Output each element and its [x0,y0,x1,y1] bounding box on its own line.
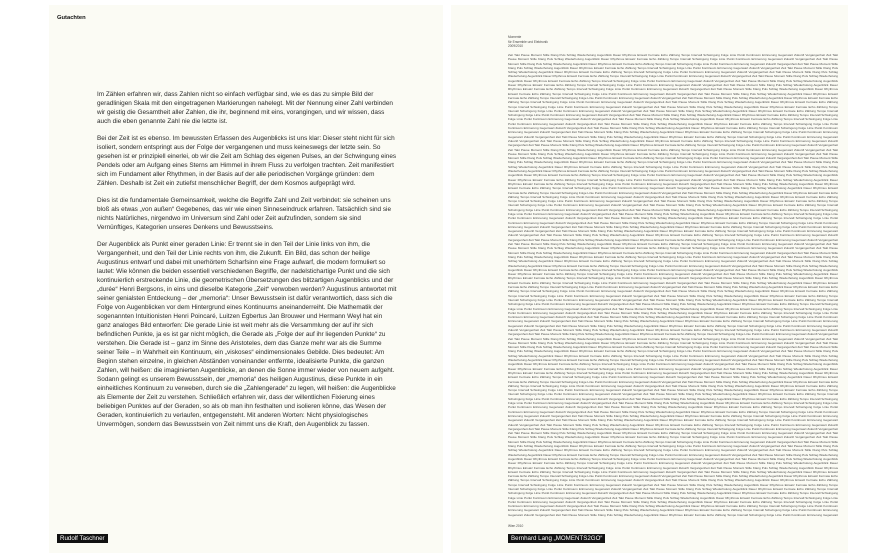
work-title-label: Bernhard Lang „MOMENTS2GO“ [508,534,605,543]
score-header [508,35,808,49]
essay-body [97,90,397,429]
dense-text-end: Wien 2010 [508,524,524,528]
dense-text-block [508,53,838,518]
score-header-line: für Ensemble und Elektronik [508,39,548,44]
left-page [49,5,443,553]
essay-paragraph: Im Zählen erfahren wir, dass Zahlen nicht so einfach verfügbar sind, wie es das zu simple Bild der geradlinigen Skala mit den eingetragenen Markierungen nahelegt. Mit der Nennung einer Zahl verbinden wir geistig die Gesamtheit aller Zahlen, die ihr, beginnend mit eins, vorangingen, und wir wissen, dass auch die eben genannte Zahl nie die letzte ist. [97,91,393,125]
right-page [451,5,848,553]
essay-paragraph: Bei der Zeit ist es ebenso. Im bewussten Erfassen des Augenblicks ist uns klar: Dieser steht nicht für sich isoliert, sondern entspringt aus der Folge der vergangenen und muss keineswegs der letzte sein. So gesehen ist er prinzipiell einerlei, ob wir die Zeit am Schlag des eigenen Pulses, an der Schwingung eines Pendels oder am Aufgang eines Sterns am Himmel in ihrem Fluss zu verfolgen trachten. Zeit manifestiert sich im Fundament aller Rhythmen, in der Basis auf der alle periodischen Vorgänge gründen: dem Zählen. Deshalb ist Zeit ein zutiefst menschlicher Begriff, der dem Kosmos aufgeprägt wird. [97,135,397,187]
section-title: Gutachten [57,15,86,21]
score-header-line: Momente [508,35,522,39]
score-header-line: 2009/2010 [508,44,524,48]
dense-text: Zeit Takt Pause Moment Stille Klang Puls Schlag Wiederholung Augenblick Dauer Rhythmus Einsatz Fermate Echo Zählung Tempo Intervall Schwingung Folge Linie Punkt Kontinuum Erinnerung Gegenwart Zukunft Vergangenheit Zeit Takt Pause Moment Stille Klang Puls Schlag Wiederholung Augenblick Dauer Rhythmus Einsatz Fermate Echo Zählung Tempo Intervall Schwingung Folge Linie Punkt Kontinuum Erinnerung Gegenwart Zukunft Vergangenheit Zeit Takt Pause Moment Stille Klang Puls Schlag Wiederholung Augenblick Dauer Rhythmus Einsatz Fermate Echo Zählung Tempo Intervall Schwingung Folge Linie Punkt Kontinuum Erinnerung Gegenwart Zukunft Vergangenheit Zeit Takt Pause Moment Stille Klang Puls Schlag Wiederholung Augenblick Dauer Rhythmus Einsatz Fermate Echo Zählung Tempo Intervall Schwingung Folge Linie Punkt Kontinuum Erinnerung Gegenwart Zukunft Vergangenheit Zeit Takt Pause Moment Stille Klang Puls Schlag Wiederholung Augenblick Dauer Rhythmus Einsatz Fermate Echo Zählung Tempo Intervall Schwingung Folge Linie Punkt Kontinuum Erinnerung Gegenwart Zukunft Vergangenheit Zeit Takt Pause Moment Stille Klang Puls Schlag Wiederholung Augenblick Dauer Rhythmus Einsatz Fermate Echo Zählung Tempo Intervall Schwingung Folge Linie Punkt Kontinuum Erinnerung Gegenwart Zukunft Vergangenheit Zeit Takt Pause Moment Stille Klang Puls Schlag Wiederholung Augenblick Dauer Rhythmus Einsatz Fermate Echo Zählung Tempo Intervall Schwingung Folge Linie Punkt Kontinuum Erinnerung Gegenwart Zukunft Vergangenheit Zeit Takt Pause Moment Stille Klang Puls Schlag Wiederholung Augenblick Dauer Rhythmus Einsatz Fermate Echo Zählung Tempo Intervall Schwingung Folge Linie Punkt Kontinuum Erinnerung Gegenwart Zukunft Vergangenheit Zeit Takt Pause Moment Stille Klang Puls Schlag Wiederholung Augenblick Dauer Rhythmus Einsatz Fermate Echo Zählung Tempo Intervall Schwingung Folge Linie Punkt Kontinuum Erinnerung Gegenwart Zukunft Vergangenheit Zeit Takt Pause Moment Stille Klang Puls Schlag Wiederholung Augenblick Dauer Rhythmus Einsatz Fermate Echo Zählung Tempo Intervall Schwingung Folge Linie Punkt Kontinuum Erinnerung Gegenwart Zukunft Vergangenheit Zeit Takt Pause Moment Stille Klang Puls Schlag Wiederholung Augenblick Dauer Rhythmus Einsatz Fermate Echo Zählung Tempo Intervall Schwingung Folge Linie Punkt Kontinuum Erinnerung Gegenwart Zukunft Vergangenheit Zeit Takt Pause Moment Stille Klang Puls Schlag Wiederholung Augenblick Dauer Rhythmus Einsatz Fermate Echo Zählung Tempo Intervall Schwingung Folge Linie Punkt Kontinuum Erinnerung Gegenwart Zukunft Vergangenheit Zeit Takt Pause Moment Stille Klang Puls Schlag Wiederholung Augenblick Dauer Rhythmus Einsatz Fermate Echo Zählung Tempo Intervall Schwingung Folge Linie Punkt Kontinuum Erinnerung Gegenwart Zukunft Vergangenheit Zeit Takt Pause Moment Stille Klang Puls Schlag Wiederholung Augenblick Dauer Rhythmus Einsatz Fermate Echo Zählung Tempo Intervall Schwingung Folge Linie Punkt Kontinuum Erinnerung Gegenwart Zukunft Vergangenheit Zeit Takt Pause Moment Stille Klang Puls Schlag Wiederholung Augenblick Dauer Rhythmus Einsatz Fermate Echo Zählung Tempo Intervall Schwingung Folge Linie Punkt Kontinuum Erinnerung Gegenwart Zukunft Vergangenheit Zeit Takt Pause Moment Stille Klang Puls Schlag Wiederholung Augenblick Dauer Rhythmus Einsatz Fermate Echo Zählung Tempo Intervall Schwingung Folge Linie Punkt Kontinuum Erinnerung Gegenwart Zukunft Vergangenheit Zeit Takt Pause Moment Stille Klang Puls Schlag Wiederholung Augenblick Dauer Rhythmus Einsatz Fermate Echo Zählung Tempo Intervall Schwingung Folge Linie Punkt Kontinuum Erinnerung Gegenwart Zukunft Vergangenheit Zeit Takt Pause Moment Stille Klang Puls Schlag Wiederholung Augenblick Dauer Rhythmus Einsatz Fermate Echo Zählung Tempo Intervall Schwingung Folge Linie Punkt Kontinuum Erinnerung Gegenwart Zukunft Vergangenheit Zeit Takt Pause Moment Stille Klang Puls Schlag Wiederholung Augenblick Dauer Rhythmus Einsatz Fermate Echo Zählung Tempo Intervall Schwingung Folge Linie Punkt Kontinuum Erinnerung Gegenwart Zukunft Vergangenheit Zeit Takt Pause Moment Stille Klang Puls Schlag Wiederholung Augenblick Dauer Rhythmus Einsatz Fermate Echo Zählung Tempo Intervall Schwingung Folge Linie Punkt Kontinuum Erinnerung Gegenwart Zukunft Vergangenheit Zeit Takt Pause Moment Stille Klang Puls Schlag Wiederholung Augenblick Dauer Rhythmus Einsatz Fermate Echo Zählung Tempo Intervall Schwingung Folge Linie Punkt Kontinuum Erinnerung Gegenwart Zukunft Vergangenheit Zeit Takt Pause Moment Stille Klang Puls Schlag Wiederholung Augenblick Dauer Rhythmus Einsatz Fermate Echo Zählung Tempo Intervall Schwingung Folge Linie Punkt Kontinuum Erinnerung Gegenwart Zukunft Vergangenheit Zeit Takt Pause Moment Stille Klang Puls Schlag Wiederholung Augenblick Dauer Rhythmus Einsatz Fermate Echo Zählung Tempo Intervall Schwingung Folge Linie Punkt Kontinuum Erinnerung Gegenwart Zukunft Vergangenheit Zeit Takt Pause Moment Stille Klang Puls Schlag Wiederholung Augenblick Dauer Rhythmus Einsatz Fermate Echo Zählung Tempo Intervall Schwingung Folge Linie Punkt Kontinuum Erinnerung Gegenwart Zukunft Vergangenheit Zeit Takt Pause Moment Stille Klang Puls Schlag Wiederholung Augenblick Dauer Rhythmus Einsatz Fermate Echo Zählung Tempo Intervall Schwingung Folge Linie Punkt Kontinuum Erinnerung Gegenwart Zukunft Vergangenheit Zeit Takt Pause Moment Stille Klang Puls Schlag Wiederholung Augenblick Dauer Rhythmus Einsatz Fermate Echo Zählung Tempo Intervall Schwingung Folge Linie Punkt Kontinuum Erinnerung Gegenwart Zukunft Vergangenheit Zeit Takt Pause Moment Stille Klang Puls Schlag Wiederholung Augenblick Dauer Rhythmus Einsatz Fermate Echo Zählung Tempo Intervall Schwingung Folge Linie Punkt Kontinuum Erinnerung Gegenwart Zukunft Vergangenheit Zeit Takt Pause Moment Stille Klang Puls Schlag Wiederholung Augenblick Dauer Rhythmus Einsatz Fermate Echo Zählung Tempo Intervall Schwingung Folge Linie Punkt Kontinuum Erinnerung Gegenwart Zukunft Vergangenheit Zeit Takt Pause Moment Stille Klang Puls Schlag Wiederholung Augenblick Dauer Rhythmus Einsatz Fermate Echo Zählung Tempo Intervall Schwingung Folge Linie Punkt Kontinuum Erinnerung Gegenwart Zukunft Vergangenheit Zeit Takt Pause Moment Stille Klang Puls Schlag Wiederholung Augenblick Dauer Rhythmus Einsatz Fermate Echo Zählung Tempo Intervall Schwingung Folge Linie Punkt Kontinuum Erinnerung Gegenwart Zukunft Vergangenheit Zeit Takt Pause Moment Stille Klang Puls Schlag Wiederholung Augenblick Dauer Rhythmus Einsatz Fermate Echo Zählung Tempo Intervall Schwingung Folge Linie Punkt Kontinuum Erinnerung Gegenwart Zukunft Vergangenheit Zeit Takt Pause Moment Stille Klang Puls Schlag Wiederholung Augenblick Dauer Rhythmus Einsatz Fermate Echo Zählung Tempo Intervall Schwingung Folge Linie Punkt Kontinuum Erinnerung Gegenwart Zukunft Vergangenheit Zeit Takt Pause Moment Stille Klang Puls Schlag Wiederholung Augenblick Dauer Rhythmus Einsatz Fermate Echo Zählung Tempo Intervall Schwingung Folge Linie Punkt Kontinuum Erinnerung Gegenwart Zukunft Vergangenheit Zeit Takt Pause Moment Stille Klang Puls Schlag Wiederholung Augenblick Dauer Rhythmus Einsatz Fermate Echo Zählung Tempo Intervall Schwingung Folge Linie Punkt Kontinuum Erinnerung Gegenwart Zukunft Vergangenheit Zeit Takt Pause Moment Stille Klang Puls Schlag Wiederholung Augenblick Dauer Rhythmus Einsatz Fermate Echo Zählung Tempo Intervall Schwingung Folge Linie Punkt Kontinuum Erinnerung Gegenwart Zukunft Vergangenheit Zeit Takt Pause Moment Stille Klang Puls Schlag Wiederholung Augenblick Dauer Rhythmus Einsatz Fermate Echo Zählung Tempo Intervall Schwingung Folge Linie Punkt Kontinuum Erinnerung Gegenwart Zukunft Vergangenheit Zeit Takt Pause Moment Stille Klang Puls Schlag Wiederholung Augenblick Dauer Rhythmus Einsatz Fermate Echo Zählung Tempo Intervall Schwingung Folge Linie Punkt Kontinuum Erinnerung Gegenwart Zukunft Vergangenheit Zeit Takt Pause Moment Stille Klang Puls Schlag Wiederholung Augenblick Dauer Rhythmus Einsatz Fermate Echo Zählung Tempo Intervall Schwingung Folge Linie Punkt Kontinuum Erinnerung Gegenwart Zukunft Vergangenheit Zeit Takt Pause Moment Stille Klang Puls Schlag Wiederholung Augenblick Dauer Rhythmus Einsatz Fermate Echo Zählung Tempo Intervall Schwingung Folge Linie Punkt Kontinuum Erinnerung Gegenwart Zukunft Vergangenheit Zeit Takt Pause Moment Stille Klang Puls Schlag Wiederholung Augenblick Dauer Rhythmus Einsatz Fermate Echo Zählung Tempo Intervall Schwingung Folge Linie Punkt Kontinuum Erinnerung Gegenwart Zukunft Vergangenheit Zeit Takt Pause Moment Stille Klang Puls Schlag Wiederholung Augenblick Dauer Rhythmus Einsatz Fermate Echo Zählung Tempo Intervall Schwingung Folge Linie Punkt Kontinuum Erinnerung Gegenwart Zukunft Vergangenheit Zeit Takt Pause Moment Stille Klang Puls Schlag Wiederholung Augenblick Dauer Rhythmus Einsatz Fermate Echo Zählung Tempo Intervall Schwingung Folge Linie Punkt Kontinuum Erinnerung Gegenwart Zukunft Vergangenheit Zeit Takt Pause Moment Stille Klang Puls Schlag Wiederholung Augenblick Dauer Rhythmus Einsatz Fermate Echo Zählung Tempo Intervall Schwingung Folge Linie Punkt Kontinuum Erinnerung Gegenwart Zukunft Vergangenheit Zeit Takt Pause Moment Stille Klang Puls Schlag Wiederholung Augenblick Dauer Rhythmus Einsatz Fermate Echo Zählung Tempo Intervall Schwingung Folge Linie Punkt Kontinuum Erinnerung Gegenwart Zukunft Vergangenheit Zeit Takt Pause Moment Stille Klang Puls Schlag Wiederholung Augenblick Dauer Rhythmus Einsatz Fermate Echo Zählung Tempo Intervall Schwingung Folge Linie Punkt Kontinuum Erinnerung Gegenwart Zukunft Vergangenheit Zeit Takt Pause Moment Stille Klang Puls Schlag Wiederholung Augenblick Dauer Rhythmus Einsatz Fermate Echo Zählung Tempo Intervall Schwingung Folge Linie Punkt Kontinuum Erinnerung Gegenwart Zukunft Vergangenheit Zeit Takt Pause Moment Stille Klang Puls Schlag Wiederholung Augenblick Dauer Rhythmus Einsatz Fermate Echo Zählung Tempo Intervall Schwingung Folge Linie Punkt Kontinuum Erinnerung Gegenwart Zukunft Vergangenheit Zeit Takt Pause Moment Stille Klang Puls Schlag Wiederholung Augenblick Dauer Rhythmus Einsatz Fermate Echo Zählung Tempo Intervall Schwingung Folge Linie Punkt Kontinuum Erinnerung Gegenwart Zukunft Vergangenheit Zeit Takt Pause Moment Stille Klang Puls Schlag Wiederholung Augenblick Dauer Rhythmus Einsatz Fermate Echo Zählung Tempo Intervall Schwingung Folge Linie Punkt Kontinuum Erinnerung Gegenwart Zukunft Vergangenheit Zeit Takt Pause Moment Stille Klang Puls Schlag Wiederholung Augenblick Dauer Rhythmus Einsatz Fermate Echo Zählung Tempo Intervall Schwingung Folge Linie Punkt Kontinuum Erinnerung Gegenwart Zukunft Vergangenheit Zeit Takt Pause Moment Stille Klang Puls Schlag Wiederholung Augenblick Dauer Rhythmus Einsatz Fermate Echo Zählung Tempo Intervall Schwingung Folge Linie Punkt Kontinuum Erinnerung Gegenwart Zukunft Vergangenheit Zeit Takt Pause Moment Stille Klang Puls Schlag Wiederholung Augenblick Dauer Rhythmus Einsatz Fermate Echo Zählung Tempo Intervall Schwingung Folge Linie Punkt Kontinuum Erinnerung Gegenwart Zukunft Vergangenheit Zeit Takt Pause Moment Stille Klang Puls Schlag Wiederholung Augenblick Dauer Rhythmus Einsatz Fermate Echo Zählung Tempo Intervall Schwingung Folge Linie Punkt Kontinuum Erinnerung Gegenwart Zukunft Vergangenheit Zeit Takt Pause Moment Stille Klang Puls Schlag Wiederholung Augenblick Dauer Rhythmus Einsatz Fermate Echo Zählung Tempo Intervall Schwingung Folge Linie Punkt Kontinuum Erinnerung Gegenwart Zukunft Vergangenheit Zeit Takt Pause Moment Stille Klang Puls Schlag Wiederholung Augenblick Dauer Rhythmus Einsatz Fermate Echo Zählung Tempo Intervall Schwingung Folge Linie Punkt Kontinuum Erinnerung Gegenwart Zukunft Vergangenheit Zeit Takt Pause Moment Stille Klang Puls Schlag Wiederholung Augenblick Dauer Rhythmus Einsatz Fermate Echo Zählung Tempo Intervall Schwingung Folge Linie Punkt Kontinuum Erinnerung Gegenwart Zukunft Vergangenheit Zeit Takt Pause Moment Stille Klang Puls Schlag Wiederholung Augenblick Dauer Rhythmus Einsatz Fermate Echo Zählung Tempo Intervall Schwingung Folge Linie Punkt Kontinuum Erinnerung Gegenwart Zukunft Vergangenheit Zeit Takt Pause Moment Stille Klang Puls Schlag Wiederholung Augenblick Dauer Rhythmus Einsatz Fermate Echo Zählung Tempo Intervall Schwingung Folge Linie Punkt Kontinuum Erinnerung Gegenwart Zukunft Vergangenheit Zeit Takt Pause Moment Stille Klang Puls Schlag Wiederholung Augenblick Dauer Rhythmus Einsatz Fermate Echo Zählung Tempo Intervall Schwingung Folge Linie Punkt Kontinuum Erinnerung Gegenwart Zukunft Vergangenheit Zeit Takt Pause Moment Stille Klang Puls Schlag Wiederholung Augenblick Dauer Rhythmus Einsatz Fermate Echo Zählung Tempo Intervall Schwingung Folge Linie Punkt Kontinuum Erinnerung Gegenwart Zukunft Vergangenheit Zeit Takt Pause Moment Stille Klang Puls Schlag Wiederholung Augenblick Dauer Rhythmus Einsatz Fermate Echo Zählung Tempo Intervall Schwingung Folge Linie Punkt Kontinuum Erinnerung Gegenwart Zukunft Vergangenheit Zeit Takt Pause Moment Stille Klang Puls Schlag Wiederholung Augenblick Dauer Rhythmus Einsatz Fermate Echo Zählung Tempo Intervall Schwingung Folge Linie Punkt Kontinuum Erinnerung Gegenwart Zukunft Vergangenheit Zeit Takt Pause Moment Stille Klang Puls Schlag Wiederholung Augenblick Dauer Rhythmus Einsatz Fermate Echo Zählung Tempo Intervall Schwingung Folge Linie Punkt Kontinuum Erinnerung Gegenwart Zukunft Vergangenheit Zeit Takt Pause Moment Stille Klang Puls Schlag Wiederholung Augenblick Dauer Rhythmus Einsatz Fermate Echo Zählung Tempo Intervall Schwingung Folge Linie Punkt Kontinuum Erinnerung Gegenwart Zukunft Vergangenheit Zeit Takt Pause Moment Stille Klang Puls Schlag Wiederholung Augenblick Dauer Rhythmus Einsatz Fermate Echo Zählung Tempo Intervall Schwingung Folge Linie Punkt Kontinuum Erinnerung Gegenwart Zukunft Vergangenheit Zeit Takt Pause Moment Stille Klang Puls Schlag Wiederholung Augenblick Dauer Rhythmus Einsatz Fermate Echo Zählung Tempo Intervall Schwingung Folge Linie Punkt Kontinuum Erinnerung Gegenwart Zukunft Vergangenheit Zeit Takt Pause Moment Stille Klang Puls Schlag Wiederholung Augenblick Dauer Rhythmus Einsatz Fermate Echo Zählung Tempo Intervall Schwingung Folge Linie Punkt Kontinuum Erinnerung Gegenwart Zukunft Vergangenheit Zeit Takt Pause Moment Stille Klang Puls Schlag Wiederholung Augenblick Dauer Rhythmus Einsatz Fermate Echo Zählung Tempo Intervall Schwingung Folge Linie Punkt Kontinuum Erinnerung Gegenwart Zukunft Vergangenheit Zeit Takt Pause Moment Stille Klang Puls Schlag Wiederholung Augenblick Dauer Rhythmus Einsatz Fermate Echo Zählung Tempo Intervall Schwingung Folge Linie Punkt Kontinuum Erinnerung Gegenwart Zukunft Vergangenheit Zeit Takt Pause Moment Stille Klang Puls Schlag Wiederholung Augenblick Dauer Rhythmus Einsatz Fermate Echo Zählung Tempo Intervall Schwingung Folge Linie Punkt Kontinuum Erinnerung Gegenwart Zukunft Vergangenheit Zeit Takt Pause Moment Stille Klang Puls Schlag Wiederholung Augenblick Dauer Rhythmus Einsatz Fermate Echo Zählung Tempo Intervall Schwingung Folge Linie Punkt Kontinuum Erinnerung Gegenwart Zukunft Vergangenheit Zeit Takt Pause Moment Stille Klang Puls Schlag Wiederholung Augenblick Dauer Rhythmus Einsatz Fermate Echo Zählung Tempo Intervall Schwingung Folge Linie Punkt Kontinuum Erinnerung Gegenwart Zukunft Vergangenheit Zeit Takt Pause Moment Stille Klang Puls Schlag Wiederholung Augenblick Dauer Rhythmus Einsatz Fermate Echo Zählung Tempo Intervall Schwingung Folge Linie Punkt Kontinuum Erinnerung Gegenwart Zukunft Vergangenheit Zeit Takt Pause Moment Stille Klang Puls Schlag Wiederholung Augenblick Dauer Rhythmus Einsatz Fermate Echo Zählung Tempo Intervall Schwingung Folge Linie Punkt Kontinuum Erinnerung Gegenwart Zukunft Vergangenheit Zeit Takt Pause Moment Stille Klang Puls Schlag Wiederholung Augenblick Dauer Rhythmus Einsatz Fermate Echo Zählung Tempo Intervall Schwingung Folge Linie Punkt Kontinuum Erinnerung Gegenwart Zukunft Vergangenheit Zeit Takt Pause Moment Stille Klang Puls Schlag Wiederholung Augenblick Dauer Rhythmus Einsatz Fermate Echo Zählung Tempo Intervall Schwingung Folge Linie Punkt Kontinuum Erinnerung Gegenwart Zukunft Vergangenheit Zeit Takt Pause Moment Stille Klang Puls Schlag Wiederholung Augenblick Dauer Rhythmus Einsatz Fermate Echo Zählung Tempo Intervall Schwingung Folge Linie Punkt Kontinuum Erinnerung Gegenwart Zukunft Vergangenheit Zeit Takt Pause Moment Stille Klang Puls Schlag Wiederholung Augenblick Dauer Rhythmus Einsatz Fermate Echo Zählung Tempo Intervall Schwingung Folge Linie Punkt Kontinuum Erinnerung Gegenwart Zukunft Vergangenheit Zeit Takt Pause Moment Stille Klang Puls Schlag Wiederholung Augenblick Dauer Rhythmus Einsatz Fermate Echo Zählung Tempo Intervall Schwingung Folge Linie Punkt Kontinuum Erinnerung Gegenwart Zukunft Vergangenheit Zeit Takt Pause Moment Stille Klang Puls Schlag Wiederholung Augenblick Dauer Rhythmus Einsatz Fermate Echo Zählung Tempo Intervall Schwingung Folge Linie Punkt Kontinuum Erinnerung Gegenwart Zukunft Vergangenheit Zeit Takt Pause Moment Stille Klang Puls Schlag Wiederholung Augenblick Dauer Rhythmus Einsatz Fermate Echo Zählung Tempo Intervall Schwingung Folge Linie Punkt Kontinuum Erinnerung Gegenwart Zukunft Vergangenheit Zeit Takt Pause Moment Stille Klang Puls Schlag Wiederholung Augenblick Dauer Rhythmus Einsatz Fermate Echo Zählung Tempo Intervall Schwingung Folge Linie Punkt Kontinuum Erinnerung Gegenwart Zukunft Vergangenheit Zeit Takt Pause Moment Stille Klang Puls Schlag Wiederholung Augenblick Dauer Rhythmus Einsatz Fermate Echo Zählung Tempo Intervall Schwingung Folge Linie Punkt Kontinuum Erinnerung Gegenwart Zukunft Vergangenheit Zeit Takt Pause Moment Stille Klang Puls Schlag Wiederholung Augenblick Dauer Rhythmus Einsatz Fermate Echo Zählung Tempo Intervall Schwingung Folge Linie Punkt Kontinuum Erinnerung Gegenwart Zukunft Vergangenheit Zeit Takt Pause Moment Stille Klang Puls Schlag Wiederholung Augenblick Dauer Rhythmus Einsatz Fermate Echo Zählung Tempo Intervall Schwingung Folge Linie Punkt Kontinuum Erinnerung Gegenwart Zukunft Vergangenheit Zeit Takt Pause Moment Stille Klang Puls Schlag Wiederholung Augenblick Dauer Rhythmus Einsatz Fermate Echo Zählung Tempo Intervall Schwingung Folge Linie Punkt Kontinuum Erinnerung Gegenwart Zukunft Vergangenheit Zeit Takt Pause Moment Stille Klang Puls Schlag Wiederholung Augenblick Dauer Rhythmus Einsatz Fermate Echo Zählung Tempo Intervall Schwingung Folge Linie Punkt Kontinuum Erinnerung Gegenwart Zukunft Vergangenheit Zeit Takt Pause Moment Stille Klang Puls Schlag Wiederholung Augenblick Dauer Rhythmus Einsatz Fermate Echo Zählung Tempo Intervall Schwingung Folge Linie Punkt Kontinuum Erinnerung Gegenwart Zukunft Vergangenheit Zeit Takt Pause Moment Stille Klang Puls Schlag Wiederholung Augenblick Dauer Rhythmus Einsatz Fermate Echo Zählung Tempo Intervall Schwingung Folge Linie Punkt Kontinuum Erinnerung Gegenwart Zukunft Vergangenheit Zeit Takt Pause Moment Stille Klang Puls Schlag Wiederholung Augenblick Dauer Rhythmus Einsatz Fermate Echo Zählung Tempo Intervall Schwingung Folge Linie Punkt Kontinuum Erinnerung Gegenwart Zukunft Vergangenheit Zeit Takt Pause Moment Stille Klang Puls Schlag Wiederholung Augenblick Dauer Rhythmus Einsatz Fermate Echo Zählung Tempo Intervall Schwingung Folge Linie Punkt Kontinuum Erinnerung Gegenwart Zukunft Vergangenheit Zeit Takt Pause Moment Stille Klang Puls Schlag Wiederholung Augenblick Dauer Rhythmus Einsatz Fermate Echo Zählung Tempo Intervall Schwingung Folge Linie Punkt Kontinuum Erinnerung Gegenwart Zukunft Vergangenheit Zeit Takt Pause Moment Stille Klang Puls Schlag Wiederholung Augenblick Dauer Rhythmus Einsatz Fermate Echo Zählung Tempo Intervall Schwingung Folge Linie Punkt Kontinuum Erinnerung Gegenwart Zukunft Vergangenheit Zeit Takt Pause Moment Stille Klang Puls Schlag Wiederholung Augenblick Dauer Rhythmus Einsatz Fermate Echo Zählung Tempo Intervall Schwingung Folge Linie Punkt Kontinuum Erinnerung Gegenwart Zukunft Vergangenheit Zeit Takt Pause Moment Stille Klang Puls Schlag Wiederholung Augenblick Dauer Rhythmus Einsatz Fermate Echo Zählung Tempo Intervall Schwingung Folge Linie Punkt Kontinuum Erinnerung Gegenwart Zukunft Vergangenheit Zeit Takt Pause Moment Stille Klang Puls Schlag Wiederholung Augenblick Dauer Rhythmus Einsatz Fermate Echo Zählung Tempo Intervall Schwingung Folge Linie Punkt Kontinuum Erinnerung Gegenwart Zukunft Vergangenheit Zeit Takt Pause Moment Stille Klang Puls Schlag Wiederholung Augenblick Dauer Rhythmus Einsatz Fermate Echo Zählung Tempo Intervall Schwingung Folge Linie Punkt Kontinuum Erinnerung Gegenwart Zukunft Vergangenheit Zeit Takt Pause Moment Stille Klang Puls Schlag Wiederholung Augenblick Dauer Rhythmus Einsatz Fermate Echo Zählung Tempo Intervall Schwingung Folge Linie Punkt Kontinuum Erinnerung Gegenwart Zukunft Vergangenheit Zeit Takt Pause Moment Stille Klang Puls Schlag Wiederholung Augenblick Dauer Rhythmus Einsatz Fermate Echo Zählung Tempo Intervall Schwingung Folge Linie Punkt Kontinuum Erinnerung Gegenwart Zukunft Vergangenheit Zeit Takt Pause Moment Stille Klang Puls Schlag Wiederholung Augenblick Dauer Rhythmus Einsatz Fermate Echo Zählung Tempo Intervall Schwingung Folge Linie Punkt Kontinuum Erinnerung Gegenwart Zukunft Vergangenheit Zeit Takt Pause Moment Stille Klang Puls Schlag Wiederholung Augenblick Dauer Rhythmus Einsatz Fermate Echo Zählung Tempo Intervall Schwingung Folge Linie Punkt Kontinuum Erinnerung Gegenwart Zukunft Vergangenheit Zeit Takt Pause Moment Stille Klang Puls Schlag Wiederholung Augenblick Dauer Rhythmus Einsatz Fermate Echo Zählung Tempo Intervall Schwingung Folge Linie Punkt Kontinuum Erinnerung Gegenwart Zukunft Vergangenheit Zeit Takt Pause Moment Stille Klang Puls Schlag Wiederholung Augenblick Dauer Rhythmus Einsatz Fermate Echo Zählung Tempo Intervall Schwingung Folge Linie Punkt Kontinuum Erinnerung Gegenwart Zukunft Vergangenheit Zeit Takt Pause Moment Stille Klang Puls Schlag Wiederholung Augenblick Dauer Rhythmus Einsatz Fermate Echo Zählung Tempo Intervall Schwingung Folge Linie Punkt Kontinuum Erinnerung Gegenwart Zukunft Vergangenheit Zeit Takt Pause Moment Stille Klang Puls Schlag Wiederholung Augenblick Dauer Rhythmus Einsatz Fermate Echo Zählung Tempo Intervall Schwingung Folge Linie Punkt Kontinuum Erinnerung Gegenwart Zukunft Vergangenheit Zeit Takt Pause Moment Stille Klang Puls Schlag Wiederholung Augenblick Dauer Rhythmus Einsatz Fermate Echo Zählung Tempo Intervall Schwingung Folge Linie Punkt Kontinuum Erinnerung Gegenwart Zukunft Vergangenheit Zeit Takt Pause Moment Stille Klang Puls Schlag Wiederholung Augenblick Dauer Rhythmus Einsatz Fermate Echo Zählung Tempo Intervall Schwingung Folge Linie Punkt Kontinuum Erinnerung Gegenwart Zukunft Vergangenheit Zeit Takt Pause Moment Stille Klang Puls Schlag Wiederholung Augenblick Dauer Rhythmus Einsatz Fermate Echo Zählung Tempo Intervall Schwingung Folge Linie Punkt Kontinuum Erinnerung Gegenwart Zukunft Vergangenheit Zeit Takt Pause Moment Stille Klang Puls Schlag Wiederholung Augenblick Dauer Rhythmus Einsatz Fermate Echo Zählung Tempo Intervall Schwingung Folge Linie Punkt Kontinuum Erinnerung Gegenwart Zukunft Vergangenheit Zeit Takt Pause Moment Stille Klang Puls Schlag Wiederholung Augenblick Dauer Rhythmus Einsatz Fermate Echo Zählung Tempo Intervall Schwingung Folge Linie Punkt Kontinuum Erinnerung Gegenwart Zukunft Vergangenheit Zeit Takt Pause Moment Stille Klang Puls Schlag Wiederholung Augenblick Dauer Rhythmus Einsatz Fermate Echo Zählung Tempo Intervall Schwingung Folge Linie Punkt Kontinuum Erinnerung Gegenwart Zukunft Vergangenheit Zeit Takt Pause Moment Stille Klang Puls Schlag Wiederholung Augenblick Dauer Rhythmus Einsatz Fermate Echo Zählung Tempo Intervall Schwingung Folge Linie Punkt Kontinuum Erinnerung Gegenwart Zukunft Vergangenheit Zeit Takt Pause Moment Stille Klang Puls Schlag Wiederholung Augenblick Dauer Rhythmus Einsatz Fermate Echo Zählung Tempo Intervall Schwingung Folge Linie Punkt Kontinuum Erinnerung Gegenwart [508,53,838,517]
essay-paragraph: Der Augenblick als Punkt einer geraden Linie: Er trennt sie in den Teil der Linie links von ihm, die Vergangenheit, und den Teil der Linie rechts von ihm, die Zukunft. Ein Bild, das schon der heilige Augustinus entwarf und dabei mit unerhörtem Scharfsinn eine Frage aufwarf, die modern formuliert so lautet: Wie können die beiden essentiell verschiedenen Begriffe, der nadelstichartige Punkt und die sich kontinuierlich erstreckende Linie, die geometrischen Übersetzungen des blitzartigen Augenblicks und der „durée“ Henri Bergsons, in eins und dieselbe Kategorie „Zeit“ verwoben werden? Augustinus antwortet mit seiner genialsten Entdeckung – der „memoria“: Unser Bewusstsein ist dafür verantwortlich, dass sich die Folge von Augenblicken vor dem Hintergrund eines Kontinuums aneinanderreiht. Die Mathematik der sogenannten Intuitionisten Henri Poincaré, Luitzen Egbertus Jan Brouwer und Hermann Weyl hat ein ganz analoges Bild entworfen: Die gerade Linie ist weit mehr als die Versammlung der auf ihr sich befindlichen Punkte, ja es ist gar nicht möglich, die Gerade als „Folge der auf ihr liegenden Punkte“ zu verstehen. Die Gerade ist – ganz im Sinne des Aristoteles, dem das Ganze mehr war als die Summe seiner Teile – in Wahrheit ein Kontinuum, ein „viskoses“ eindimensionales Gebilde. Dies bedeutet: Am Beginn stehen einzelne, in gleichen Abständen voneinander entfernte, idealisierte Punkte, die ganzen Zahlen, will heißen: die imaginierten Augenblicke, an denen die Sonne immer wieder von neuem aufgeht. Sodann gelingt es unserem Bewusstsein, der „memoria“ des heiligen Augustinus, diese Punkte in ein einheitliches Kontinuum zu verweben, durch sie die „Zahlengerade“ zu legen, will heißen: die Augenblicke als Elemente der Zeit zu verstehen. Schließlich erfahren wir, dass der willentlichen Fixierung eines beliebigen Punktes auf der Geraden, so als ob man ihn festhalten und isolieren könne, das Wesen der Geraden, kontinuierlich zu verlaufen, entgegensteht. Mit anderen Worten: Nicht physiologisches Unvermögen, sondern das Bewusstsein von Zeit nimmt uns die Kraft, den Augenblick zu fassen. [97,241,397,428]
author-label: Rudolf Taschner [57,534,108,543]
essay-paragraph: Dies ist die fundamentale Gemeinsamkeit, welche die Begriffe Zahl und Zeit verbindet: sie scheinen uns bloß als etwas „von außen“ Gegebenes, das wir wie einen Sinneseindruck erfahren. Tatsächlich sind sie nichts Natürliches, nirgendwo im Universum sind Zahl oder Zeit aufzufinden, sondern sie sind Vernünftiges, Kategorien unseres Denkens und Bewusstseins. [97,197,392,231]
